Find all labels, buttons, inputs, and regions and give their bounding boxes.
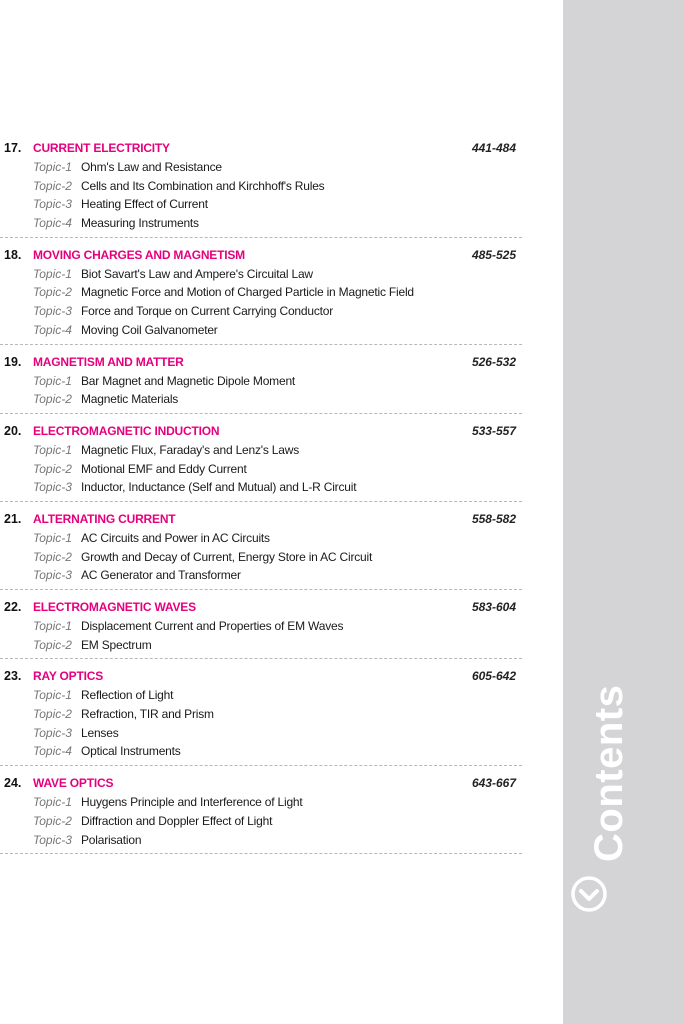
toc-chapter — [0, 414, 522, 502]
topic-label: Topic-2 — [33, 549, 72, 564]
toc-chapter — [0, 659, 522, 766]
topic-label: Topic-3 — [33, 304, 72, 319]
topic-label: Topic-1 — [33, 373, 72, 388]
topic-row[interactable] — [0, 265, 522, 284]
topic-label: Topic-1 — [33, 619, 72, 633]
topic-label: Topic-1 — [33, 795, 72, 810]
chapter-title[interactable]: RAY OPTICS — [33, 669, 104, 684]
chevron-circle-icon — [569, 874, 609, 914]
topic-row[interactable] — [0, 548, 522, 567]
topic-label: Topic-4 — [33, 744, 72, 759]
topic-row[interactable] — [0, 686, 522, 705]
topic-name: Force and Torque on Current Carrying Conductor — [81, 304, 334, 319]
toc-chapter — [0, 502, 522, 590]
topic-label: Topic-1 — [33, 688, 72, 703]
chapter-number: 23. — [4, 669, 22, 684]
topic-row[interactable] — [0, 390, 522, 409]
toc-chapter — [0, 238, 522, 345]
chapter-title[interactable]: CURRENT ELECTRICITY — [33, 141, 170, 155]
topic-name: Moving Coil Galvanometer — [81, 322, 218, 337]
topic-label: Topic-2 — [33, 461, 72, 476]
topic-name: Displacement Current and Properties of EM Waves — [81, 619, 344, 633]
topic-label: Topic-1 — [33, 442, 72, 457]
topic-name: Growth and Decay of Current, Energy Store in AC Circuit — [81, 549, 373, 564]
chapter-page-range: 533-557 — [471, 423, 516, 438]
chapter-number: 21. — [4, 511, 22, 526]
topic-row[interactable] — [0, 441, 522, 460]
topic-label: Topic-3 — [33, 832, 72, 847]
topic-label: Topic-3 — [33, 480, 72, 495]
topic-label: Topic-1 — [33, 160, 72, 174]
topic-name: Biot Savart's Law and Ampere's Circuital Law — [81, 266, 313, 281]
chapter-heading[interactable] — [0, 422, 522, 441]
toc-chapter — [0, 345, 522, 414]
chapter-heading[interactable] — [0, 667, 522, 686]
chapter-heading[interactable] — [0, 353, 522, 372]
topic-label: Topic-2 — [33, 813, 72, 828]
topic-row[interactable] — [0, 793, 522, 812]
topic-name: Optical Instruments — [81, 744, 181, 759]
topic-row[interactable] — [0, 195, 522, 214]
chapter-heading[interactable] — [0, 598, 522, 617]
topic-row[interactable] — [0, 283, 522, 302]
topic-row[interactable] — [0, 302, 522, 321]
chapter-gap — [0, 345, 522, 353]
topic-name: Reflection of Light — [81, 688, 174, 703]
chapter-page-range: 643-667 — [471, 776, 516, 791]
topic-label: Topic-3 — [33, 197, 72, 212]
chapter-title[interactable]: MOVING CHARGES AND MAGNETISM — [33, 247, 245, 262]
topic-label: Topic-2 — [33, 707, 72, 722]
topic-name: AC Circuits and Power in AC Circuits — [81, 530, 270, 545]
chapter-gap — [0, 238, 522, 246]
topic-row[interactable] — [0, 321, 522, 340]
topic-name: Refraction, TIR and Prism — [81, 707, 214, 722]
topic-row[interactable] — [0, 372, 522, 391]
chapter-heading[interactable] — [0, 774, 522, 793]
chapter-page-range: 605-642 — [471, 669, 516, 684]
topic-name: Lenses — [81, 725, 119, 740]
chapter-title[interactable]: WAVE OPTICS — [33, 776, 114, 791]
topic-row[interactable] — [0, 742, 522, 761]
topic-label: Topic-1 — [33, 266, 72, 281]
topic-label: Topic-4 — [33, 216, 72, 231]
topic-name: Ohm's Law and Resistance — [81, 160, 222, 174]
topic-row[interactable] — [0, 566, 522, 585]
topic-row[interactable] — [0, 831, 522, 850]
topic-label: Topic-4 — [33, 322, 72, 337]
topic-label: Topic-1 — [33, 530, 72, 545]
topic-label: Topic-2 — [33, 637, 72, 652]
chapter-gap — [0, 414, 522, 422]
chapter-number: 20. — [4, 423, 22, 438]
chapter-number: 18. — [4, 247, 22, 262]
topic-row[interactable] — [0, 617, 522, 636]
topic-row[interactable] — [0, 636, 522, 655]
topic-name: Polarisation — [81, 832, 142, 847]
topic-name: Motional EMF and Eddy Current — [81, 461, 247, 476]
chapter-title[interactable]: MAGNETISM AND MATTER — [33, 354, 184, 369]
topic-row[interactable] — [0, 478, 522, 497]
topic-name: Heating Effect of Current — [81, 197, 208, 212]
toc-chapter — [0, 139, 522, 238]
topic-name: Inductor, Inductance (Self and Mutual) and L-R Circuit — [81, 480, 357, 495]
chapter-number: 19. — [4, 354, 22, 369]
topic-row[interactable] — [0, 158, 522, 177]
chapter-page-range: 526-532 — [471, 354, 516, 369]
chapter-title[interactable]: ELECTROMAGNETIC WAVES — [33, 600, 196, 614]
topic-row[interactable] — [0, 214, 522, 233]
topic-row[interactable] — [0, 812, 522, 831]
topic-row[interactable] — [0, 529, 522, 548]
chapter-title[interactable]: ELECTROMAGNETIC INDUCTION — [33, 423, 220, 438]
topic-name: Magnetic Flux, Faraday's and Lenz's Laws — [81, 442, 300, 457]
chapter-gap — [0, 659, 522, 667]
topic-name: Magnetic Force and Motion of Charged Particle in Magnetic Field — [81, 285, 414, 300]
topic-name: Diffraction and Doppler Effect of Light — [81, 813, 273, 828]
toc-chapter — [0, 766, 522, 854]
topic-label: Topic-2 — [33, 178, 72, 193]
topic-name: EM Spectrum — [81, 637, 152, 652]
chapter-heading[interactable] — [0, 246, 522, 265]
toc-chapter — [0, 590, 522, 659]
topic-row[interactable] — [0, 177, 522, 196]
topic-name: Cells and Its Combination and Kirchhoff's Rules — [81, 178, 325, 193]
topic-label: Topic-3 — [33, 568, 72, 583]
chapter-gap — [0, 590, 522, 598]
topic-name: Measuring Instruments — [81, 216, 199, 231]
chapter-page-range: 558-582 — [471, 511, 516, 526]
chapter-heading[interactable] — [0, 510, 522, 529]
contents-sidebar-title: Contents — [587, 684, 631, 862]
topic-name: Huygens Principle and Interference of Light — [81, 795, 303, 810]
chapter-page-range: 441-484 — [471, 141, 516, 155]
chapter-page-range: 583-604 — [471, 600, 516, 614]
chapter-number: 17. — [4, 141, 22, 155]
chapter-gap — [0, 502, 522, 510]
chapter-number: 24. — [4, 776, 22, 791]
topic-label: Topic-2 — [33, 392, 72, 407]
topic-row[interactable] — [0, 705, 522, 724]
topic-name: Bar Magnet and Magnetic Dipole Moment — [81, 373, 296, 388]
topic-row[interactable] — [0, 724, 522, 743]
chapter-heading[interactable] — [0, 139, 522, 158]
chapter-title[interactable]: ALTERNATING CURRENT — [33, 511, 176, 526]
topic-label: Topic-2 — [33, 285, 72, 300]
chapter-number: 22. — [4, 600, 22, 614]
table-of-contents — [0, 139, 522, 854]
topic-name: AC Generator and Transformer — [81, 568, 241, 583]
contents-sidebar — [563, 0, 684, 1024]
chapter-page-range: 485-525 — [471, 247, 516, 262]
topic-label: Topic-3 — [33, 725, 72, 740]
chapter-gap — [0, 766, 522, 774]
topic-row[interactable] — [0, 460, 522, 479]
topic-name: Magnetic Materials — [81, 392, 179, 407]
